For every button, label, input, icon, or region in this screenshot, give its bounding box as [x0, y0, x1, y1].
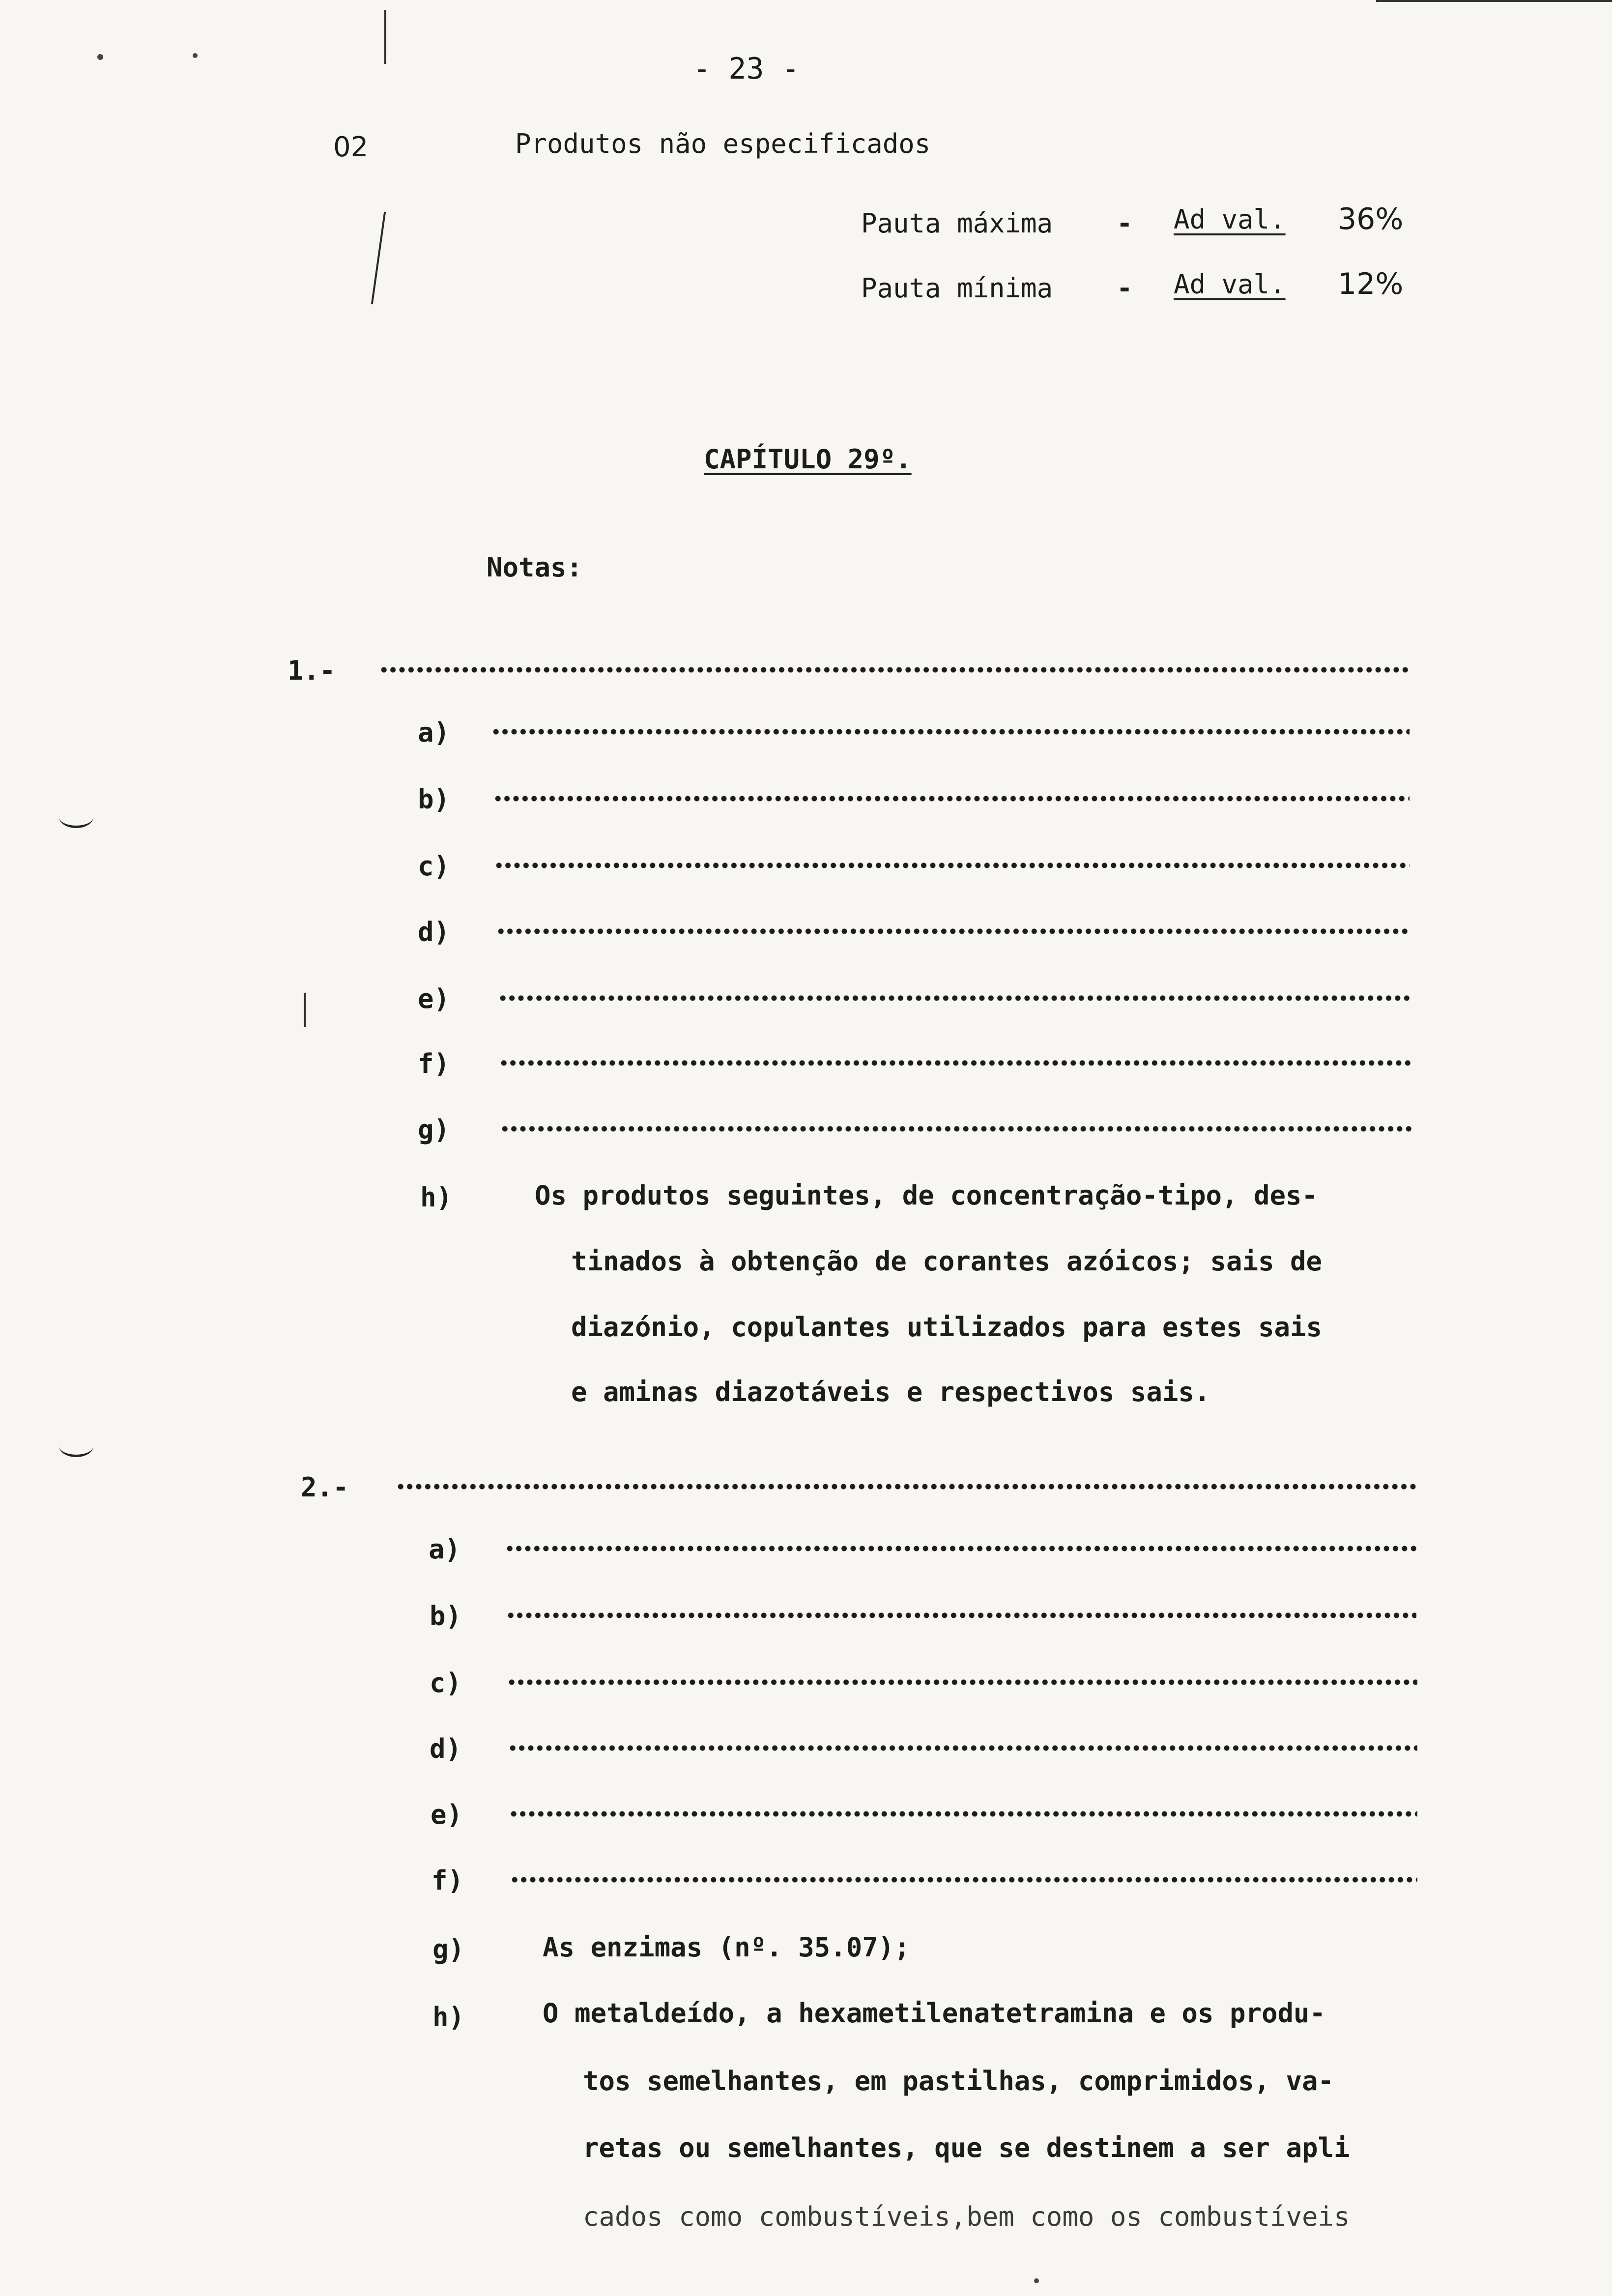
- dotted-leader: [496, 928, 1410, 935]
- paragraph-line: cados como combustíveis,bem como os combustíveis: [583, 2201, 1350, 2232]
- item-letter: f): [418, 1048, 450, 1079]
- paragraph-line: retas ou semelhantes, que se destinem a ser apli: [583, 2132, 1350, 2163]
- scan-mark: [384, 10, 386, 64]
- item-letter: d): [418, 917, 450, 947]
- punch-hole-mark: [59, 1435, 93, 1457]
- item-letter: f): [432, 1865, 464, 1896]
- section-title: Produtos não especificados: [515, 128, 931, 159]
- paragraph-line: Os produtos seguintes, de concentração-tipo, des-: [535, 1180, 1318, 1211]
- paragraph-line: tos semelhantes, em pastilhas, comprimidos, va-: [583, 2066, 1334, 2096]
- dotted-leader: [506, 1612, 1416, 1619]
- dotted-leader: [396, 1483, 1416, 1490]
- item-letter: h): [432, 2002, 465, 2033]
- dotted-leader: [498, 995, 1411, 1002]
- item-letter: g): [432, 1934, 465, 1965]
- tariff-basis: Ad val.: [1174, 269, 1286, 300]
- tariff-label: Pauta mínima: [861, 273, 1053, 304]
- item-letter: g): [418, 1114, 450, 1145]
- dotted-leader: [507, 1679, 1417, 1686]
- item-letter: d): [430, 1733, 462, 1764]
- item-letter: c): [430, 1667, 462, 1698]
- scan-speck: [97, 54, 103, 60]
- notes-heading: Notas:: [487, 552, 583, 583]
- scan-speck: [1034, 2278, 1039, 2283]
- tariff-dash: -: [1117, 273, 1133, 304]
- item-letter: e): [418, 983, 450, 1014]
- chapter-title: CAPÍTULO 29º.: [704, 444, 912, 475]
- item-letter: a): [418, 717, 450, 748]
- paragraph-line: O metaldeído, a hexametilenatetramina e os produ-: [543, 1998, 1326, 2029]
- dotted-leader: [510, 1876, 1417, 1883]
- tariff-dash: -: [1117, 208, 1133, 239]
- section-code: 02: [333, 131, 369, 163]
- scan-speck: [193, 53, 198, 58]
- paragraph-line: tinados à obtenção de corantes azóicos; sais de: [571, 1246, 1323, 1277]
- dotted-leader: [508, 1745, 1417, 1751]
- dotted-leader: [379, 666, 1410, 673]
- tariff-label: Pauta máxima: [861, 208, 1053, 239]
- dotted-leader: [491, 728, 1410, 735]
- item-letter: b): [430, 1601, 462, 1632]
- punch-hole-mark: [59, 806, 93, 828]
- dotted-leader: [494, 862, 1410, 869]
- note-number: 1.-: [288, 655, 336, 686]
- item-letter: h): [420, 1182, 453, 1213]
- tariff-rate: 36%: [1338, 202, 1404, 236]
- dotted-leader: [493, 795, 1410, 802]
- tariff-rate: 12%: [1338, 267, 1404, 301]
- paragraph-line: diazónio, copulantes utilizados para estes sais: [571, 1312, 1323, 1343]
- item-letter: c): [418, 851, 450, 882]
- scan-mark: [371, 212, 386, 305]
- dotted-leader: [500, 1125, 1411, 1132]
- dotted-leader: [505, 1545, 1416, 1552]
- item-letter: b): [418, 784, 450, 815]
- page-number: - 23 -: [693, 52, 800, 86]
- item-letter: a): [429, 1534, 461, 1565]
- scan-edge-line: [1376, 0, 1612, 2]
- dotted-leader: [499, 1060, 1411, 1066]
- tariff-basis: Ad val.: [1174, 204, 1286, 235]
- note-number: 2.-: [301, 1472, 349, 1503]
- paragraph-line: e aminas diazotáveis e respectivos sais.: [571, 1377, 1210, 1407]
- item-letter: e): [431, 1799, 463, 1830]
- dotted-leader: [509, 1810, 1417, 1817]
- paragraph-line: As enzimas (nº. 35.07);: [543, 1932, 910, 1963]
- scan-mark: [304, 993, 306, 1027]
